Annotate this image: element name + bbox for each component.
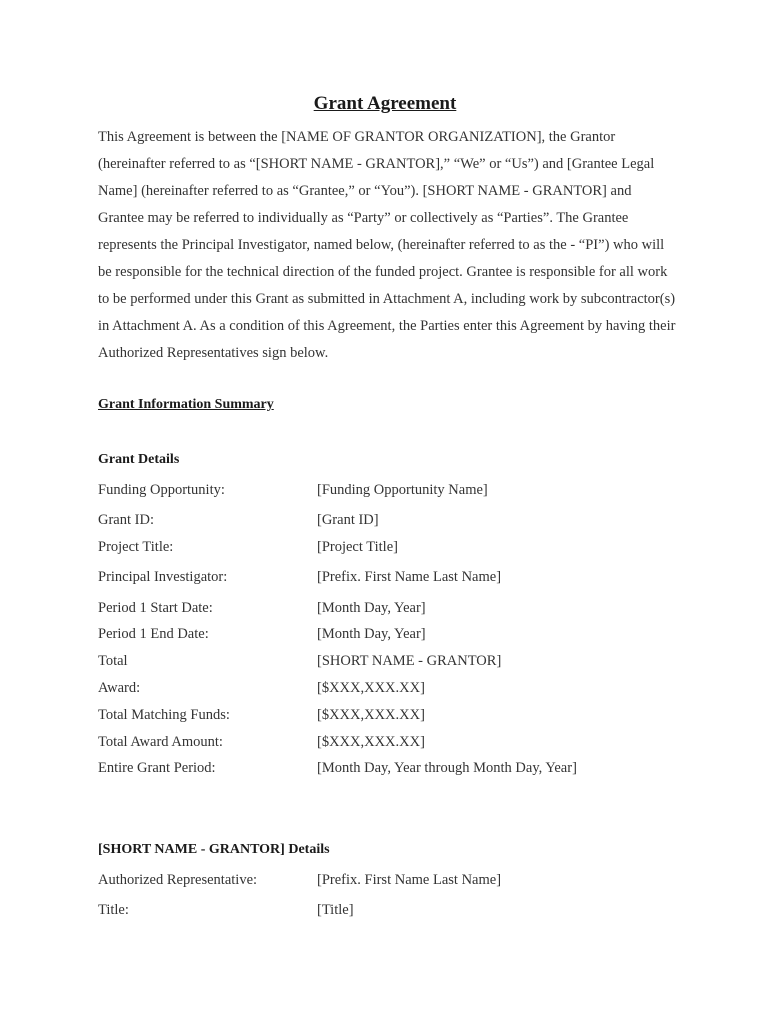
authorized-representative-label: Authorized Representative: bbox=[98, 872, 258, 888]
summary-heading: Grant Information Summary bbox=[98, 397, 274, 412]
total-award-amount-label: Total Award Amount: bbox=[98, 734, 223, 750]
entire-grant-period-label: Entire Grant Period: bbox=[98, 760, 216, 776]
grantor-details-heading: [SHORT NAME - GRANTOR] Details bbox=[98, 842, 330, 857]
project-title-label: Project Title: bbox=[98, 539, 174, 555]
total-label: Total bbox=[98, 653, 128, 669]
funding-opportunity-value: [Funding Opportunity Name] bbox=[317, 482, 488, 498]
funding-opportunity-label: Funding Opportunity: bbox=[98, 482, 225, 498]
principal-investigator-value: [Prefix. First Name Last Name] bbox=[317, 569, 502, 585]
grant-id-value: [Grant ID] bbox=[317, 512, 379, 528]
document-title: Grant Agreement bbox=[313, 93, 457, 114]
total-award-amount-value: [$XXX,XXX.XX] bbox=[317, 734, 425, 750]
title-value: [Title] bbox=[317, 902, 354, 918]
entire-grant-period-value: [Month Day, Year through Month Day, Year] bbox=[317, 760, 577, 776]
total-matching-funds-label: Total Matching Funds: bbox=[98, 707, 230, 723]
grant-id-label: Grant ID: bbox=[98, 512, 154, 528]
total-value: [SHORT NAME - GRANTOR] bbox=[317, 653, 502, 669]
period-end-value: [Month Day, Year] bbox=[317, 626, 426, 642]
period-end-label: Period 1 End Date: bbox=[98, 626, 209, 642]
award-label: Award: bbox=[98, 680, 141, 696]
title-label: Title: bbox=[98, 902, 129, 918]
award-value: [$XXX,XXX.XX] bbox=[317, 680, 425, 696]
intro-paragraph: This Agreement is between the [NAME OF GRANTOR ORGANIZATION], the Grantor (hereinafter referred to as “[SHORT NAME - GRANTOR],” “We” or “Us”) and [Grantee Legal Name] (hereinafter referred to as “Grantee,” or “You”). [SHORT NAME - GRANTOR] and Grantee may be referred to individually as “Party” or collectively as “Parties”. The Grantee represents the Principal Investigator, named below, (hereinafter referred to as the - “PI”) who will be responsible for the technical direction of the funded project. Grantee is responsible for all work to be performed under this Grant as submitted in Attachment A, including work by subcontractor(s) in Attachment A. As a condition of this Agreement, the Parties enter this Agreement by having their Authorized Representatives sign below. bbox=[98, 129, 676, 361]
project-title-value: [Project Title] bbox=[317, 539, 398, 555]
grant-details-heading: Grant Details bbox=[98, 452, 180, 467]
period-start-label: Period 1 Start Date: bbox=[98, 600, 213, 616]
principal-investigator-label: Principal Investigator: bbox=[98, 569, 228, 585]
period-start-value: [Month Day, Year] bbox=[317, 600, 426, 616]
total-matching-funds-value: [$XXX,XXX.XX] bbox=[317, 707, 425, 723]
authorized-representative-value: [Prefix. First Name Last Name] bbox=[317, 872, 502, 888]
